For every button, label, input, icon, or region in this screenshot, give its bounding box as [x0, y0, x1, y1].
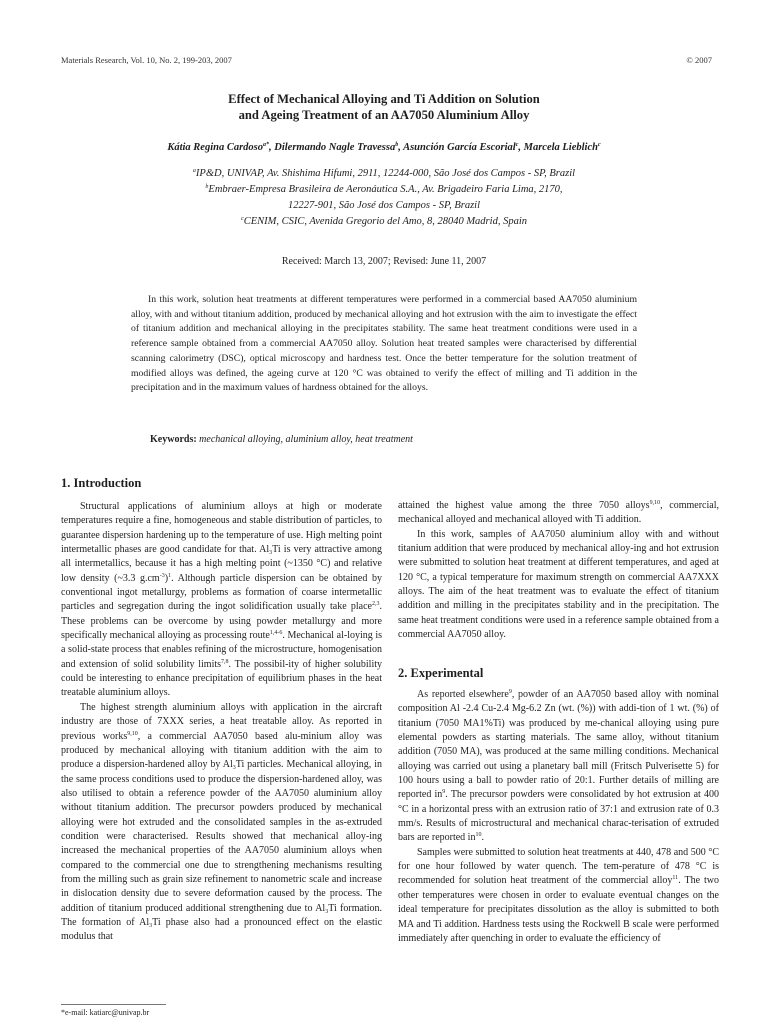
citation-superscript: 2,3	[372, 601, 380, 608]
keywords-label: Keywords:	[150, 434, 197, 445]
section-heading-introduction: 1. Introduction	[61, 476, 142, 490]
keywords	[150, 434, 413, 445]
author-name: Marcela Lieblich	[523, 142, 598, 153]
paragraph: In this work, samples of AA7050 aluminium alloy with and without titanium addition that were produced by mechanical alloy-ing and hot extrusion were submitted to solution heat treatment at different temperatures, and aged at 120 °C, a typical temperature for maximum strength on commercial AA7XXX alloys. The aim of the heat treatment was to evaluate the effect of titanium addition and milling in the precipitates stability and in the precipitation. The same heat treatment conditions were used in a reference sample obtained from a commercial AA7050 alloy.	[398, 528, 719, 641]
paragraph: Structural applications of aluminium alloys at high or moderate temperatures require a fine, homogeneous and stable distribution of particles, to guarantee dispersion hardening up to the temperature of use. High melting point intermetallic phases are good candidate for that. $Al_3Ti$ is very attractive among all intermetallics, because it has a high melting point (~1350 °C) and relative low density (~3.3 $g.cm^{-3})^1$. Although particle dispersion can be obtained by conventional ingot metallurgy, problems as formation of coarse intermetallic particles and segregation during the ingot solidification usually take place$^{2,3}$. These problems can be overcome by using powder metallurgy and more specifically mechanical alloying as processing route$^{1,4-6}$. Mechanical al-loying is a solid-state process that enables refining of the microstructure, homogenisation and extension of solid solubility limits$^{7,8}$. The possibil-ity of higher solubility could be interesting to enhance precipitation of equilibrium phases in the heat treatable aluminium alloys.	[61, 501, 383, 699]
abstract: In this work, solution heat treatments at different temperatures were performed in a commercial based AA7050 aluminium alloy, with and without titanium addition, produced by mechanical alloying and hot extrusion with the aim to investigate the effect of titanium addition and mechanical alloying in the precipitates stability. The same heat treatment conditions were used in a reference sample obtained from a commercial AA7050 alloy. Solution heat treated samples were characterised by differential scanning calorimetry (DSC), optical microscopy and hardness test. Once the better temperature for the solution treatment of modified alloys was defined, the ageing curve at 120 °C was obtained to verify the effect of milling and Ti addition in the precipitation and in the maximum values of hardness obtained for the alloys.	[131, 294, 637, 394]
author-list: Kátia Regina Cardoso$^{a*}$, Dilermando Nagle Travessa$^b$, Asunción García Escorial$^c$, Marcela Lieblich$^c$	[167, 142, 601, 153]
footnote-rule	[61, 1004, 166, 1005]
affiliation-text: Embraer-Empresa Brasileira de Aeronáutica S.A., Av. Brigadeiro Faria Lima, 2170,	[208, 184, 563, 195]
subscript: 3	[269, 550, 273, 557]
affiliation-mark: a	[192, 168, 196, 174]
affiliation-text: 12227-901, São José dos Campos - SP, Brazil	[287, 200, 480, 211]
citation-superscript: 10	[475, 832, 482, 839]
affiliation-mark: b	[205, 184, 209, 190]
author-name: Kátia Regina Cardoso	[167, 142, 264, 153]
affiliation-line	[0, 200, 768, 211]
journal-citation: Materials Research, Vol. 10, No. 2, 199-203, 2007	[61, 55, 232, 65]
citation-superscript: 7,8	[221, 658, 229, 665]
right-column-bottom	[398, 688, 719, 946]
author-name: Asunción García Escorial	[403, 142, 516, 153]
right-column-top	[398, 499, 719, 642]
citation-superscript: 9,10	[649, 500, 661, 506]
citation-superscript: -3	[159, 572, 165, 579]
citation-superscript: 9	[442, 789, 446, 796]
affiliation-line	[0, 168, 768, 179]
left-column	[61, 500, 382, 945]
author-affiliation-mark: c	[597, 142, 601, 148]
affiliation-text: CENIM, CSIC, Avenida Gregorio del Amo, 8, 28040 Madrid, Spain	[243, 216, 527, 227]
section-heading-experimental: 2. Experimental	[398, 666, 484, 680]
citation-superscript: 9	[508, 689, 512, 695]
affiliation-text: IP&D, UNIVAP, Av. Shishima Hifumi, 2911, 12244-000, São José dos Campos - SP, Brazil	[195, 168, 576, 179]
affiliation-mark: c	[241, 216, 244, 222]
citation-superscript: 1,4-6	[269, 630, 283, 637]
author-affiliation-mark: c	[515, 142, 519, 148]
author-affiliation-mark: a*	[263, 142, 270, 148]
subscript: 3	[325, 908, 329, 915]
paragraph: The highest strength aluminium alloys with application in the aircraft industry are those of 7XXX series, a heat treatable alloy. As reported in previous works$^{9,10}$, a commercial AA7050 based alu-minium alloy was produced by mechanical alloying with titanium addition with the aim to produce a dispersion-hardened alloy by $Al_3Ti$ particles. Mechanical alloying, in the same process conditions used to produce the dispersion-hardened alloy, was also utilised to obtain a reference powder of the AA7050 aluminium alloy without titanium addition. The precursor powders produced by mechanical alloying were hot extruded and the consolidated samples in the as-extruded condition were characterised. Results showed that mechanical alloy-ing increased the mechanical properties of the AA7050 aluminium alloys when compared to the commercial one due to strengthening mechanisms resulting from the milling such as grain size refinement to nanometric scale and increase in dislocation density due to severe deformation caused by the process. The addition of titanium produced additional strengthening due to $Al_3Ti$ formation. The formation of $Al_3Ti$ phase also had a pronounced effect on the elastic modulus that	[61, 701, 383, 943]
paragraph: Samples were submitted to solution heat treatments at 440, 478 and 500 °C for one hour followed by water quench. The tem-perature of 478 °C is recommended for solution heat treatment of the commercial alloy$^{11}$. The two other temperatures were chosen in order to evaluate eventual changes on the ideal temperature for precipitates dissolution as the alloy is submitted to both MA and Ti addition. Hardness tests using the Rockwell B scale were performed immediately after quenching in order to evaluate the efficiency of	[398, 846, 719, 944]
paragraph: attained the highest value among the three 7050 alloys$^{9,10}$, commercial, mechanical alloyed and mechanical alloyed with Ti addition.	[398, 500, 719, 526]
keywords-text: mechanical alloying, aluminium alloy, heat treatment	[199, 434, 413, 445]
subscript: 3	[149, 922, 153, 929]
author-affiliation-mark: b	[395, 142, 399, 148]
paragraph: As reported elsewhere$^9$, powder of an AA7050 based alloy with nominal composition Al -2.4 Cu-2.4 Mg-6.2 Zn (wt. (%)) with addi-tion of 1 wt. (%) of titanium (7050 MA1%Ti) was produced by me-chanical alloying using pure elemental powders as starting materials. The same alloy, without titanium addition (7050 MA), was produced at the same milling conditions. Mechanical alloying was carried out using a planetary ball mill (Fritsch Pulverisette 5) for 100 hours using a ball to powder ratio of 20:1. Further details of milling are reported $in^9$. The precursor powders were consolidated by hot extrusion at 400 °C in a horizontal press with an extrusion ratio of 37:1 and extrusion rate of 0.3 mm/s. Results of microstructural and mechanical charac-terisation of extruded bars are reported $in^{10}$.	[398, 689, 720, 844]
affiliation-line	[0, 184, 768, 195]
affiliation-line	[0, 216, 768, 227]
citation-superscript: 11	[672, 875, 679, 882]
copyright-notice: © 2007	[686, 55, 712, 65]
citation-superscript: 1	[168, 572, 172, 579]
received-dates: Received: March 13, 2007; Revised: June 11, 2007	[281, 256, 487, 267]
subscript: 3	[232, 765, 236, 772]
citation-superscript: 9,10	[127, 730, 138, 737]
paper-title-line-2: and Ageing Treatment of an AA7050 Aluminium Alloy	[238, 108, 530, 122]
author-name: Dilermando Nagle Travessa	[274, 142, 396, 153]
paper-title-line-1: Effect of Mechanical Alloying and Ti Addition on Solution	[228, 92, 540, 106]
footnote-email: *e-mail: katiarc@univap.br	[61, 1008, 150, 1017]
